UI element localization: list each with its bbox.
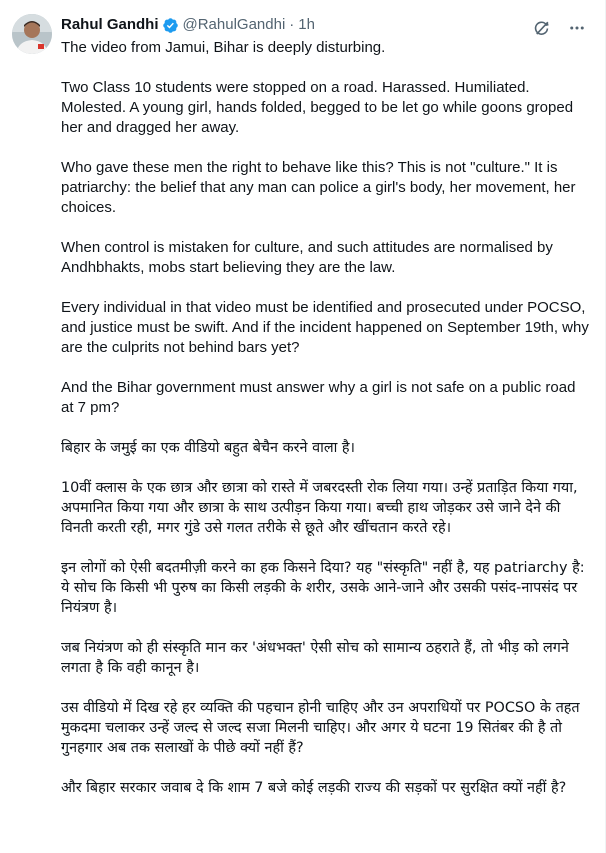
author-name[interactable]: Rahul Gandhi (61, 16, 159, 33)
tweet-paragraph-hindi: उस वीडियो में दिख रहे हर व्यक्ति की पहचान होनी चाहिए और उन अपराधियों पर POCSO के तहत मुकदमा चलाकर उन्हें जल्द से जल्द सजा मिलनी चाहिए। और अगर ये घटना 19 सितंबर की है तो गुनहगार अब तक सलाखों के पीछे क्यों नहीं हैं? (61, 700, 580, 756)
tweet-paragraph-hindi: जब नियंत्रण को ही संस्कृति मान कर 'अंधभक्त' ऐसी सोच को सामान्य ठहराते हैं, तो भीड़ को लगने लगता है कि वही कानून है। (61, 640, 569, 676)
author-handle[interactable]: @RahulGandhi (182, 16, 286, 33)
tweet-paragraph-hindi: बिहार के जमुई का एक वीडियो बहुत बेचैन करने वाला है। (61, 440, 355, 456)
grok-icon[interactable] (531, 18, 551, 38)
tweet-paragraph: When control is mistaken for culture, and such attitudes are normalised by Andhbhakts, mobs start believing they are the law. (61, 239, 553, 276)
tweet-paragraph-hindi: और बिहार सरकार जवाब दे कि शाम 7 बजे कोई लड़की राज्य की सड़कों पर सुरक्षित क्यों नहीं है? (61, 780, 567, 796)
avatar-image (12, 14, 52, 54)
tweet-paragraph: Two Class 10 students were stopped on a road. Harassed. Humiliated. Molested. A young girl, hands folded, begged to be let go while goons groped her and dragged her away. (61, 79, 574, 136)
tweet-paragraph-hindi: 10वीं क्लास के एक छात्र और छात्रा को रास्ते में जबरदस्ती रोक लिया गया। उन्हें प्रताड़ित किया गया, अपमानित किया गया और छात्रा के साथ उत्पीड़न किया गया। बच्ची हाथ जोड़कर उसे जाने देने की विनती करती रही, मगर गुंडे उसे गलत तरीके से छूते और खींचतान करते रहे। (61, 480, 578, 536)
timestamp[interactable]: 1h (298, 16, 315, 33)
verified-badge-icon (162, 17, 179, 34)
tweet-top-actions (531, 18, 587, 38)
tweet-paragraph: Who gave these men the right to behave like this? This is not "culture." It is patriarchy: the belief that any man can police a girl's body, her movement, her choices. (61, 159, 576, 216)
tweet-paragraph: And the Bihar government must answer why a girl is not safe on a public road at 7 pm? (61, 379, 576, 416)
tweet-paragraph-hindi: इन लोगों को ऐसी बदतमीज़ी करने का हक किसने दिया? यह "संस्कृति" नहीं है, यह patriarchy है: ये सोच कि किसी भी पुरुष का किसी लड़की के शरीर, उसके आने-जाने और उसकी पसंद-नापसंद पर नियंत्रण है। (61, 560, 585, 616)
tweet-header (61, 15, 315, 35)
tweet-paragraph: The video from Jamui, Bihar is deeply disturbing. (61, 39, 386, 56)
avatar[interactable] (12, 14, 52, 54)
tweet-text (61, 38, 591, 818)
separator-dot: · (289, 16, 295, 33)
tweet-paragraph: Every individual in that video must be identified and prosecuted under POCSO, and justice must be swift. And if the incident happened on September 19th, why are the culprits not behind bars yet? (61, 299, 589, 356)
more-options-icon[interactable] (567, 18, 587, 38)
